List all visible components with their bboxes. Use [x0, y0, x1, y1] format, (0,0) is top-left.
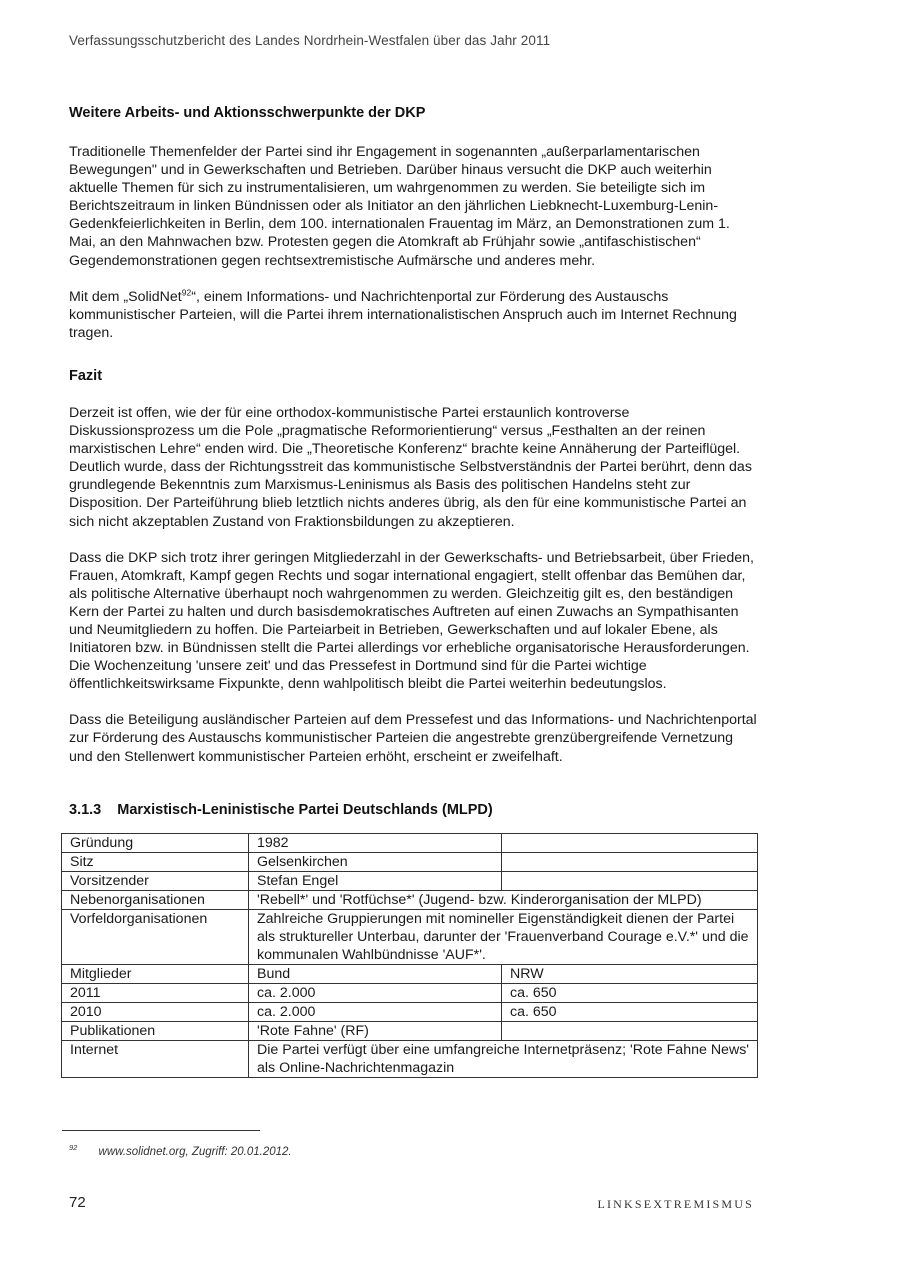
section-title: Marxistisch-Leninistische Partei Deutschlands (MLPD) — [117, 801, 493, 818]
table-row — [62, 852, 758, 871]
running-header: Verfassungsschutzbericht des Landes Nordrhein-Westfalen über das Jahr 2011 — [69, 33, 551, 48]
fazit-paragraph-3: Dass die Beteiligung ausländischer Parteien auf dem Pressefest und das Informations- und Nachrichtenportal zur Förderung des Austauschs kommunistischer Parteien die angestrebte grenzübergreifende Vernetzung und den Stellenwert kommunistischer Parteien erhöht, erscheint er zweifelhaft. — [69, 712, 757, 765]
solidnet-text-start: Mit dem „SolidNet — [69, 288, 182, 305]
row-label: Publikationen — [62, 1021, 249, 1040]
page-content — [69, 105, 757, 1078]
solidnet-text-end: “, einem Informations- und Nachrichtenportal zur Förderung des Austauschs kommunistischer Parteien, will die Partei ihrem internationalistischen Anspruch auch im Internet Rechnung tragen. — [69, 288, 737, 341]
fazit-paragraph-1: Derzeit ist offen, wie der für eine orthodox-kommunistische Partei erstaunlich kontroverse Diskussionsprozess um die Pole „pragmatische Reformorientierung“ versus „Festhalten an der reinen marxistischen Lehre“ enden wird. Die „Theoretische Konferenz“ brachte keine Annäherung der Parteiflügel. Deutlich wurde, dass der Richtungsstreit das kommunistische Selbstverständnis der Partei berührt, denn das grundlegende Bekenntnis zum Marxismus-Leninismus als Basis des politischen Handelns steht zur Disposition. Der Parteiführung blieb letztlich nichts anderes übrig, als den für eine kommunistische Partei an sich nicht akzeptablen Zustand von Fraktionsbildungen zu akzeptieren. — [69, 404, 752, 530]
empty-cell — [502, 833, 758, 852]
mlpd-fact-table — [61, 833, 758, 1078]
footnote-divider — [62, 1130, 260, 1131]
row-label: Nebenorganisationen — [62, 890, 249, 909]
row-value: Die Partei verfügt über eine umfangreiche Internetpräsenz; 'Rote Fahne News' als Online-Nachrichtenmagazin — [249, 1040, 758, 1077]
table-row — [62, 964, 758, 983]
table-row — [62, 890, 758, 909]
table-row — [62, 833, 758, 852]
paragraph-themes: Traditionelle Themenfelder der Partei sind ihr Engagement in sogenannten „außerparlamentarischen Bewegungen" und in Gewerkschaften und Betrieben. Darüber hinaus versucht die DKP auch weiterhin aktuelle Themen für sich zu instrumentalisieren, um wahrgenommen zu werden. Sie beteiligte sich im Berichtszeitraum in linken Bündnissen oder als Initiator an den jährlichen Liebknecht-Luxemburg-Lenin-Gedenkfeierlichkeiten in Berlin, dem 100. internationalen Frauentag im März, an Demonstrationen zum 1. Mai, an den Mahnwachen bzw. Protesten gegen die Atomkraft ab Frühjahr sowie „antifaschistischen“ Gegendemonstrationen gegen rechtsextremistische Aufmärsche und anderes mehr. — [69, 144, 730, 269]
row-label: Vorfeldorganisationen — [62, 909, 249, 964]
fazit-paragraph-2: Dass die DKP sich trotz ihrer geringen Mitgliederzahl in der Gewerkschafts- und Betriebsarbeit, über Frieden, Frauen, Atomkraft, Kampf gegen Rechts und sogar international engagiert, stellt offenbar das Bemühen dar, als politische Alternative überhaupt noch wahrgenommen zu werden. Gleichzeitig gilt es, den beständigen Kern der Partei zu halten und durch basisdemokratisches Auftreten auf einen Zuwachs an Sympathisanten und Neumitgliedern zu hoffen. Die Parteiarbeit in Betrieben, Gewerkschaften und auf lokaler Ebene, als Initiatoren bzw. in Bündnissen stellt die Partei allerdings vor erhebliche organisatorische Herausforderungen. Die Wochenzeitung 'unsere zeit' und das Pressefest in Dortmund sind für die Partei wichtige öffentlichkeitswirksame Fixpunkte, denn wahlpolitisch bleibt die Partei weiterhin bedeutungslos. — [69, 549, 754, 693]
paragraph-solidnet — [69, 288, 757, 342]
table-row — [62, 871, 758, 890]
column-header-nrw: NRW — [502, 964, 758, 983]
table-row — [62, 1021, 758, 1040]
empty-cell — [502, 1021, 758, 1040]
fazit-heading: Fazit — [69, 367, 103, 384]
row-label: 2011 — [62, 983, 249, 1002]
row-value: Gelsenkirchen — [249, 852, 502, 871]
table-row — [62, 1040, 758, 1077]
row-value: Zahlreiche Gruppierungen mit nomineller Eigenständigkeit dienen der Partei als struktureller Unterbau, darunter der 'Frauenverband Courage e.V.*' und die kommunalen Wahlbündnisse 'AUF*'. — [249, 909, 758, 964]
row-value: Stefan Engel — [249, 871, 502, 890]
row-value: 'Rote Fahne' (RF) — [249, 1021, 502, 1040]
page-number: 72 — [69, 1194, 86, 1211]
members-nrw: ca. 650 — [502, 983, 758, 1002]
members-nrw: ca. 650 — [502, 1002, 758, 1021]
row-label: Sitz — [62, 852, 249, 871]
table-row — [62, 909, 758, 964]
row-value: 1982 — [249, 833, 502, 852]
footer-section-label: LINKSEXTREMISMUS — [597, 1197, 754, 1211]
row-label: 2010 — [62, 1002, 249, 1021]
footnote-number: 92 — [69, 1143, 78, 1152]
row-label: Internet — [62, 1040, 249, 1077]
footnote-reference[interactable]: 92 — [181, 286, 192, 297]
empty-cell — [502, 852, 758, 871]
row-value: 'Rebell*' und 'Rotfüchse*' (Jugend- bzw. Kinderorganisation der MLPD) — [249, 890, 758, 909]
mlpd-section-heading — [69, 802, 757, 818]
section-heading-dkp-activities: Weitere Arbeits- und Aktionsschwerpunkte der DKP — [69, 105, 426, 121]
column-header-bund: Bund — [249, 964, 502, 983]
members-bund: ca. 2.000 — [249, 983, 502, 1002]
footnote-text: www.solidnet.org, Zugriff: 20.01.2012. — [98, 1145, 292, 1158]
members-bund: ca. 2.000 — [249, 1002, 502, 1021]
row-label: Gründung — [62, 833, 249, 852]
table-row — [62, 1002, 758, 1021]
empty-cell — [502, 871, 758, 890]
table-row — [62, 983, 758, 1002]
footnote — [69, 1143, 292, 1158]
section-number: 3.1.3 — [69, 801, 102, 818]
row-label: Mitglieder — [62, 964, 249, 983]
row-label: Vorsitzender — [62, 871, 249, 890]
